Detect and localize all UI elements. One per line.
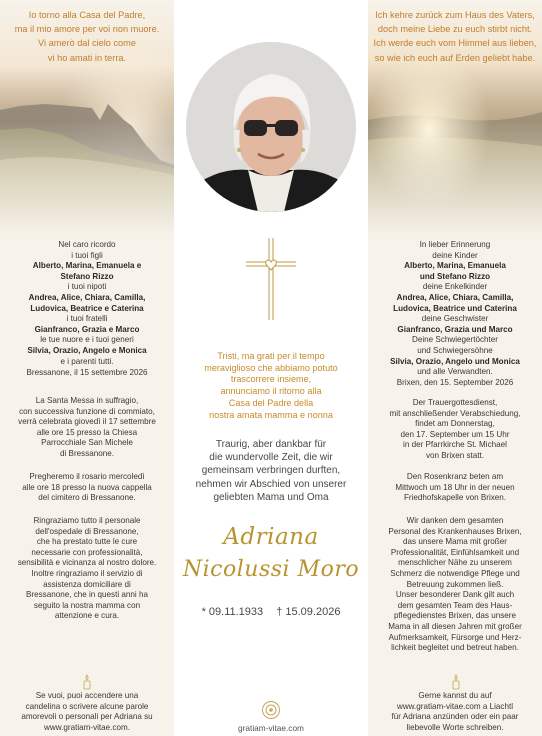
- text-line: candelina o scrivere alcune parole: [25, 701, 149, 711]
- text-line: menschlicher Nähe zu unserem: [398, 558, 512, 568]
- text-line: Der Trauergottesdienst,: [412, 398, 498, 407]
- verse-line: Io torno alla Casa del Padre,: [28, 10, 146, 20]
- text-line: nostra amata mamma e nonna: [209, 409, 333, 420]
- text-line: Professionalität, Einfühlsamkeit und: [390, 547, 520, 557]
- right-place-date: Brixen, den 15. September 2026: [396, 378, 514, 387]
- gratiam-vitae-logo-icon: [261, 700, 281, 720]
- text-line: Aufmerksamkeit, Fürsorge und Herz-: [388, 632, 522, 642]
- text-line: attenzione e cura.: [54, 611, 120, 621]
- text-line: Gerne kannst du auf: [418, 691, 492, 700]
- text-line: Traurig, aber dankbar für: [215, 439, 327, 450]
- text-line: con successiva funzione di commiato,: [19, 406, 155, 416]
- left-candle-text: [4, 691, 170, 733]
- text-line: die wundervolle Zeit, die wir: [209, 452, 333, 464]
- text-line: Parrocchiale San Michele: [41, 438, 133, 448]
- text-line: Unser besonderer Dank gilt auch: [395, 590, 515, 600]
- mourner-line: Silvia, Orazio, Angelo e Monica: [27, 345, 147, 355]
- right-rosary-notice: [372, 472, 538, 504]
- text-line: www.gratiam-vitae.com a Liachtl: [396, 701, 514, 711]
- mourner-line: Andrea, Alice, Chiara, Camilla,: [396, 292, 514, 302]
- text-line: Pregheremo il rosario mercoledì: [29, 472, 145, 481]
- verse-line: so wie ich euch auf Erden geliebt habe.: [374, 52, 536, 63]
- mourner-line: Deine Schwiegertöchter: [412, 335, 498, 345]
- mourner-line: deine Kinder: [432, 250, 478, 260]
- website-link[interactable]: gratiam-vitae.com: [238, 723, 304, 733]
- text-line: pflegedienstes Brixen, das unsere: [394, 611, 516, 621]
- deceased-last-name: Nicolussi Moro: [182, 557, 360, 582]
- text-line: che ha prestato tutte le cure: [36, 537, 138, 547]
- text-line: liebevolle Worte schreiben.: [406, 722, 504, 732]
- text-line: Bressanone, che in questi anni ha: [26, 590, 148, 600]
- mourner-line: Alberto, Marina, Emanuela: [404, 261, 506, 271]
- cross-icon: [246, 238, 296, 320]
- life-dates: [174, 606, 368, 618]
- verse-line: ma il mio amore per voi non muore.: [14, 24, 160, 35]
- mourner-line: Ludovica, Beatrice und Caterina: [393, 303, 517, 313]
- mourner-line: Stefano Rizzo: [60, 271, 114, 281]
- text-line: verrà celebrata giovedì il 17 settembre: [18, 417, 156, 427]
- text-line: findet am Donnerstag,: [415, 419, 495, 429]
- mourner-line: Andrea, Alice, Chiara, Camilla,: [28, 292, 146, 302]
- text-line: Mama in all diesen Jahren mit großer: [388, 621, 522, 631]
- mourner-line: le tue nuore e i tuoi generi: [40, 335, 134, 345]
- text-line: del cimitero di Bressanone.: [38, 493, 136, 503]
- mourner-line: und Stefano Rizzo: [419, 271, 491, 281]
- text-line: in der Pfarrkirche St. Michael: [403, 440, 507, 450]
- text-line: Den Rosenkranz beten am: [406, 472, 504, 481]
- right-column-german: [368, 0, 542, 736]
- text-line: Ringraziamo tutto il personale: [33, 516, 141, 525]
- death-date: † 15.09.2026: [276, 606, 341, 618]
- text-line: Mittwoch um 18 Uhr in der neuen: [395, 482, 515, 492]
- text-line: lichkeit begleitet und betreut haben.: [391, 643, 519, 653]
- text-line: assistenza domiciliare di: [43, 579, 131, 589]
- mourner-line: i tuoi nipoti: [67, 282, 107, 292]
- text-line: Casa del Padre della: [228, 397, 314, 408]
- text-line: gemeinsam verbringen durften,: [201, 465, 341, 477]
- text-line: den 17. September um 15 Uhr: [400, 429, 510, 439]
- text-line: Personal des Krankenhauses Brixen,: [388, 526, 522, 536]
- mourner-line: Silvia, Orazio, Angelo und Monica: [390, 356, 520, 366]
- text-line: mit anschließender Verabschiedung,: [389, 408, 521, 418]
- text-line: La Santa Messa in suffragio,: [35, 396, 139, 405]
- text-line: Friedhofskapelle von Brixen.: [403, 493, 507, 503]
- text-line: dell'ospedale di Bressanone,: [35, 526, 139, 536]
- verse-line: vi ho amati in terra.: [47, 52, 127, 63]
- mourner-line: deine Enkelkinder: [422, 282, 488, 292]
- birth-date: * 09.11.1933: [201, 606, 264, 618]
- mourner-line: i tuoi fratelli: [66, 314, 108, 324]
- mourner-line: i tuoi figli: [71, 250, 103, 260]
- mourner-line: Alberto, Marina, Emanuela e: [32, 261, 142, 271]
- mourner-line: Ludovica, Beatrice e Caterina: [30, 303, 144, 313]
- mourner-line: Gianfranco, Grazia e Marco: [34, 324, 140, 334]
- mourner-line: e i parenti tutti.: [60, 356, 114, 366]
- text-line: Inoltre ringraziamo il servizio di: [31, 568, 143, 578]
- right-mourners-list: [372, 240, 538, 378]
- text-line: meraviglioso che abbiamo potuto: [204, 362, 338, 373]
- right-verse: [368, 8, 542, 65]
- text-line: di Bressanone.: [60, 448, 114, 458]
- left-mass-notice: [4, 396, 170, 460]
- verse-line: doch meine Liebe zu euch stirbt nicht.: [377, 24, 533, 35]
- mourner-line: In lieber Erinnerung: [419, 240, 491, 249]
- left-rosary-notice: [4, 472, 170, 504]
- text-line: alle ore 18 presso la nuova cappella: [22, 482, 152, 492]
- mourner-line: Nel caro ricordo: [58, 240, 116, 249]
- text-line: von Brixen statt.: [425, 450, 485, 460]
- verse-line: Vi amerò dal cielo come: [38, 38, 136, 49]
- text-line: seguito la nostra mamma con: [33, 600, 141, 610]
- text-line: das unsere Mama mit großer: [403, 537, 507, 547]
- verse-line: Ich werde euch vom Himmel aus lieben,: [373, 38, 537, 49]
- text-line: amorevoli o personali per Adriana su: [21, 712, 153, 722]
- text-line: alle ore 15 presso la Chiesa: [36, 427, 138, 437]
- portrait-photo: [186, 42, 356, 212]
- candle-icon: [81, 674, 93, 690]
- left-thanks: [4, 516, 170, 622]
- text-line: Betreuung zukommen ließ.: [406, 579, 504, 589]
- left-column-italian: [0, 0, 174, 736]
- candle-icon: [450, 674, 462, 690]
- text-line: dem gesamten Team des Haus-: [397, 600, 513, 610]
- text-line: sensibilità e vicinanza al nostro dolore.: [17, 558, 157, 568]
- text-line: Wir danken dem gesamten: [406, 516, 504, 525]
- mourner-line: und alle Verwandten.: [417, 367, 493, 377]
- left-place-date: Bressanone, il 15 settembre 2026: [26, 368, 148, 377]
- right-candle-text: [372, 691, 538, 733]
- text-line: trascorrere insieme,: [230, 374, 312, 385]
- text-line: geliebten Mama und Oma: [213, 491, 329, 503]
- left-verse: [0, 8, 174, 65]
- right-service-notice: [372, 398, 538, 462]
- german-announcement: [180, 438, 362, 504]
- mourner-line: deine Geschwister: [421, 314, 489, 324]
- left-mourners-list: [4, 240, 170, 367]
- text-line: Schmerz die notwendige Pflege und: [390, 568, 520, 578]
- text-line: Se vuoi, puoi accendere una: [35, 691, 139, 700]
- deceased-first-name: Adriana: [223, 524, 319, 550]
- right-thanks: [372, 516, 538, 654]
- mourner-line: Gianfranco, Grazia und Marco: [397, 324, 513, 334]
- text-line: annunciamo il ritorno alla: [220, 386, 322, 397]
- text-line: für Adriana anzünden oder ein paar: [391, 712, 519, 722]
- mourner-line: und Schwiegersöhne: [417, 345, 493, 355]
- text-line: www.gratiam-vitae.com.: [44, 722, 130, 732]
- italian-announcement: [186, 351, 356, 421]
- text-line: Tristi, ma grati per il tempo: [217, 351, 325, 361]
- verse-line: Ich kehre zurück zum Haus des Vaters,: [375, 10, 535, 20]
- text-line: nehmen wir Abschied von unserer: [195, 478, 347, 490]
- text-line: necessarie con professionalità,: [31, 547, 143, 557]
